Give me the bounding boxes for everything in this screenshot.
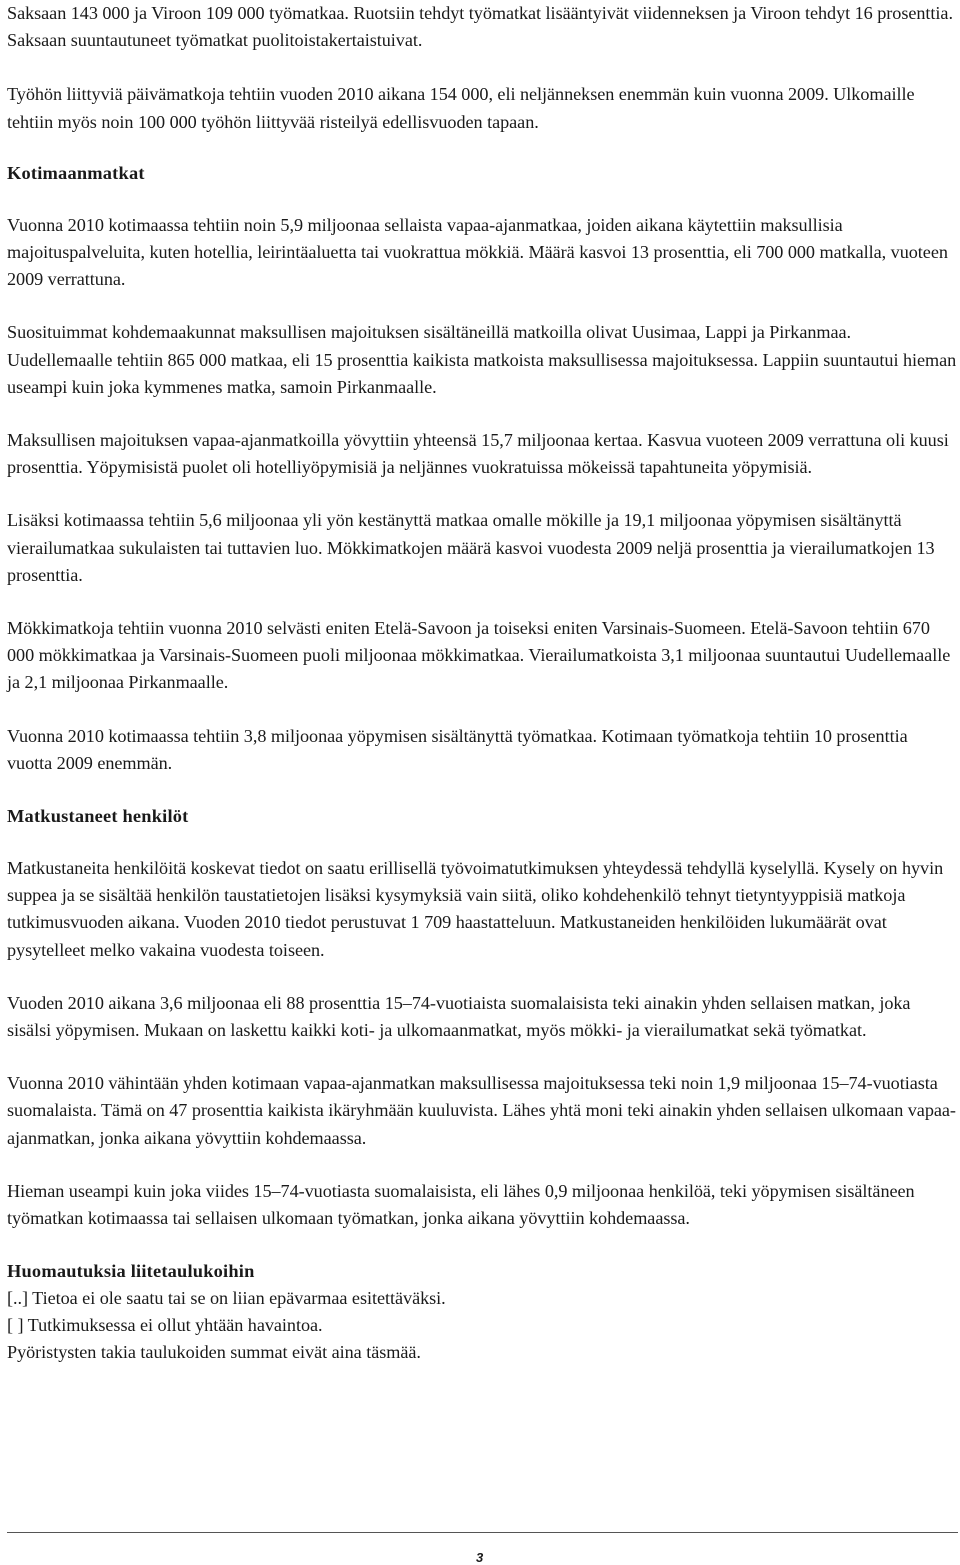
note-line-1: [..] Tietoa ei ole saatu tai se on liian epävarmaa esitettäväksi. [7, 1288, 446, 1309]
note-line-3: Pyöristysten takia taulukoiden summat eivät aina täsmää. [7, 1342, 421, 1363]
paragraph-kotimaa-1: Vuonna 2010 kotimaassa tehtiin noin 5,9 miljoonaa sellaista vapaa-ajanmatkaa, joiden aikana käytettiin maksullisia majoituspalveluita, kuten hotellia, leirintäaluetta tai vuokrattua mökkiä. Määrä kasvoi 13 prosenttia, eli 700 000 matkalla, vuoteen 2009 verrattuna. [7, 214, 948, 290]
paragraph-kotimaa-4: Lisäksi kotimaassa tehtiin 5,6 miljoonaa yli yön kestänyttä matkaa omalle mökille ja 19,1 miljoonaa yöpymisen sisältänyttä vierailumatkaa sukulaisten tai tuttavien luo. Mökkimatkojen määrä kasvoi vuodesta 2009 neljä prosenttia ja vierailumatkojen 13 prosenttia. [7, 510, 935, 585]
note-line-2: [ ] Tutkimuksessa ei ollut yhtään havaintoa. [7, 1315, 323, 1336]
paragraph-intro-1: Saksaan 143 000 ja Viroon 109 000 työmatkaa. Ruotsiin tehdyt työmatkat lisääntyivät viidenneksen ja Viroon tehdyt 16 prosenttia. Saksaan suuntautuneet työmatkat puolitoistakertaistuivat. [7, 3, 953, 51]
document-page [7, 0, 957, 1366]
paragraph-matkustaneet-2: Vuoden 2010 aikana 3,6 miljoonaa eli 88 prosenttia 15–74-vuotiaista suomalaisista teki ainakin yhden sellaisen matkan, joka sisälsi yöpymisen. Mukaan on laskettu kaikki koti- ja ulkomaanmatkat, myös mökki- ja vierailumatkat sekä työmatkat. [7, 992, 911, 1041]
notes-list [7, 1285, 957, 1366]
paragraph-kotimaa-3: Maksullisen majoituksen vapaa-ajanmatkoilla yövyttiin yhteensä 15,7 miljoonaa kertaa. Kasvua vuoteen 2009 verrattuna oli kuusi prosenttia. Yöpymisistä puolet oli hotelliyöpymisiä ja neljännes vuokratuissa mökeissä tapahtuneita yöpymisiä. [7, 430, 949, 478]
paragraph-matkustaneet-4: Hieman useampi kuin joka viides 15–74-vuotiasta suomalaisista, eli lähes 0,9 miljoonaa henkilöä, teki yöpymisen sisältäneen työmatkan kotimaassa tai sellaisen ulkomaan työmatkan, jonka aikana yövyttiin kohdemaassa. [7, 1180, 915, 1229]
heading-matkustaneet: Matkustaneet henkilöt [7, 806, 189, 827]
page-number: 3 [476, 1550, 484, 1565]
paragraph-kotimaa-6: Vuonna 2010 kotimaassa tehtiin 3,8 miljoonaa yöpymisen sisältänyttä työmatkaa. Kotimaan työmatkoja tehtiin 10 prosenttia vuotta 2009 enemmän. [7, 725, 908, 773]
footer-divider [7, 1532, 958, 1533]
paragraph-matkustaneet-3: Vuonna 2010 vähintään yhden kotimaan vapaa-ajanmatkan maksullisessa majoituksessa teki noin 1,9 miljoonaa 15–74-vuotiasta suomalaista. Tämä on 47 prosenttia kaikista ikäryhmään kuuluvista. Lähes yhtä moni teki ainakin yhden sellaisen ulkomaan vapaa-ajanmatkan, jonka aikana yövyttiin kohdemaassa. [7, 1073, 956, 1148]
paragraph-kotimaa-5: Mökkimatkoja tehtiin vuonna 2010 selvästi eniten Etelä-Savoon ja toiseksi eniten Varsinais-Suomeen. Etelä-Savoon tehtiin 670 000 mökkimatkaa ja Varsinais-Suomeen puoli miljoonaa mökkimatkaa. Vierailumatkoista 3,1 miljoonaa suuntautui Uudellemaalle ja 2,1 miljoonaa Pirkanmaalle. [7, 618, 951, 693]
paragraph-intro-2: Työhön liittyviä päivämatkoja tehtiin vuoden 2010 aikana 154 000, eli neljänneksen enemmän kuin vuonna 2009. Ulkomaille tehtiin myös noin 100 000 työhön liittyvää risteilyä edellisvuoden tapaan. [7, 84, 915, 132]
paragraph-matkustaneet-1: Matkustaneita henkilöitä koskevat tiedot on saatu erillisellä työvoimatutkimuksen yhteydessä tehdyllä kyselyllä. Kysely on hyvin suppea ja se sisältää henkilön taustatietojen lisäksi kysymyksiä vain siitä, oliko kohdehenkilö tehnyt tietyntyyppisiä matkoja tutkimusvuoden aikana. Vuoden 2010 tiedot perustuvat 1 709 haastatteluun. Matkustaneiden henkilöiden lukumäärät ovat pysytelleet melko vakaina vuodesta toiseen. [7, 858, 944, 960]
paragraph-kotimaa-2: Suosituimmat kohdemaakunnat maksullisen majoituksen sisältäneillä matkoilla olivat Uusimaa, Lappi ja Pirkanmaa. Uudellemaalle tehtiin 865 000 matkaa, eli 15 prosenttia kaikista matkoista maksullisessa majoituksessa. Lappiin suuntautui hieman useampi kuin joka kymmenes matka, samoin Pirkanmaalle. [7, 322, 957, 397]
heading-kotimaanmatkat: Kotimaanmatkat [7, 162, 145, 183]
heading-huomautuksia: Huomautuksia liitetaulukoihin [7, 1261, 255, 1282]
